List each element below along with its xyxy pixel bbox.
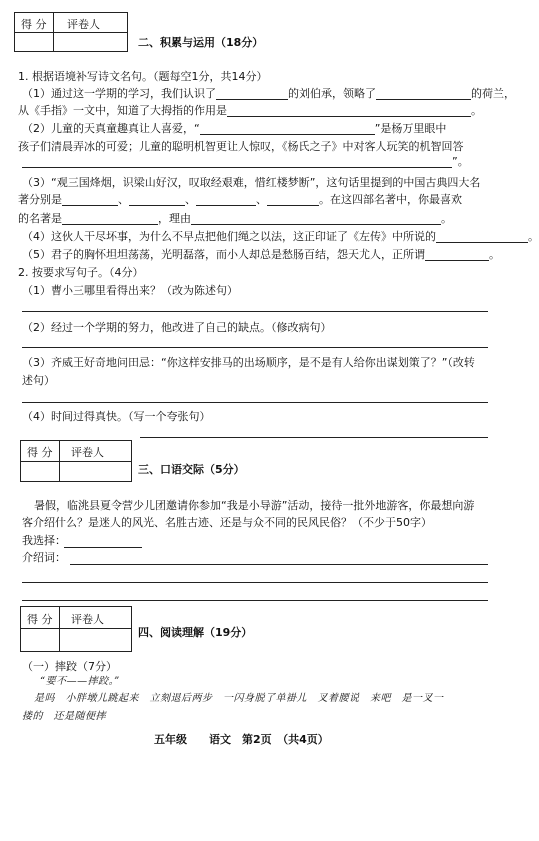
- answer-line[interactable]: [22, 600, 488, 601]
- answer-blank[interactable]: [62, 194, 118, 206]
- question-line: 述句）: [22, 374, 55, 387]
- question-line: 的名著是 ，理由 。: [18, 212, 452, 225]
- answer-blank[interactable]: [227, 105, 471, 117]
- answer-blank[interactable]: [376, 88, 471, 100]
- section-title: 四、阅读理解（19分）: [138, 626, 253, 639]
- passage-line: “要不——摔跤。”: [40, 676, 120, 687]
- score-box: [20, 440, 132, 482]
- question-line: （3）齐威王好奇地问田忌：“你这样安排马的出场顺序，是不是有人给你出谋划策了？”（改转: [22, 356, 475, 369]
- answer-line[interactable]: [22, 402, 488, 403]
- score-box: [20, 606, 132, 652]
- question-line: （1）曹小三哪里看得出来？（改为陈述句）: [22, 284, 238, 297]
- answer-line[interactable]: [70, 564, 488, 565]
- answer-blank[interactable]: [129, 194, 185, 206]
- question-line: （2）经过一个学期的努力，他改进了自己的缺点。（修改病句）: [22, 321, 332, 334]
- grader-label: 评卷人: [71, 613, 104, 626]
- choice-line[interactable]: [64, 547, 142, 548]
- answer-blank[interactable]: [196, 194, 256, 206]
- section-title: 三、口语交际（5分）: [138, 463, 245, 476]
- subsection-title: （一）摔跤（7分）: [22, 660, 117, 673]
- prompt-text: 暑假，临洮县夏令营少儿团邀请你参加“我是小导游”活动，接待一批外地游客，你最想向游: [34, 499, 475, 512]
- passage-line: 是吗 小胖墩儿跳起来 立刻退后两步 一闪身脱了单褂儿 叉着腰说 来吧 是一叉一: [34, 693, 444, 704]
- score-box: [14, 12, 128, 52]
- answer-line[interactable]: [22, 347, 488, 348]
- choose-label: 我选择：: [22, 534, 66, 547]
- section-title: 二、积累与运用（18分）: [138, 36, 264, 49]
- score-label: 得 分: [27, 613, 53, 626]
- question-line: （4）这伙人干尽坏事，为什么不早点把他们绳之以法，这正印证了《左传》中所说的 。: [22, 230, 539, 243]
- question-line: （2）儿童的天真童趣真让人喜爱，“ ”是杨万里眼中: [22, 122, 447, 135]
- grader-label: 评卷人: [71, 446, 104, 459]
- question-line: （3）“观三国烽烟，识梁山好汉，叹取经艰难，惜红楼梦断”，这句话里提到的中国古典四大名: [22, 176, 481, 189]
- closing-quote: ”。: [452, 155, 469, 168]
- question-line: （4）时间过得真快。（写一个夸张句）: [22, 410, 211, 423]
- score-label: 得 分: [21, 18, 47, 31]
- answer-blank[interactable]: [62, 213, 158, 225]
- question-line: 著分别是 、 、 、 。在这四部名著中，你最喜欢: [18, 193, 462, 206]
- question-title: 2. 按要求写句子。（4分）: [18, 266, 144, 279]
- answer-blank[interactable]: [22, 167, 452, 168]
- answer-blank[interactable]: [216, 88, 288, 100]
- question-title: 1. 根据语境补写诗文名句。（题每空1分，共14分）: [18, 70, 268, 83]
- answer-blank[interactable]: [200, 123, 375, 135]
- question-line: 孩子们清晨弄冰的可爱；儿童的聪明机智更让人惊叹，《杨氏之子》中对客人玩笑的机智回答: [18, 140, 464, 153]
- answer-line[interactable]: [140, 437, 488, 438]
- grader-label: 评卷人: [67, 18, 100, 31]
- answer-blank[interactable]: [191, 213, 441, 225]
- prompt-text: 客介绍什么？是迷人的风光、名胜古迹、还是与众不同的民风民俗？（不少于50字）: [22, 516, 432, 529]
- question-line: （1）通过这一学期的学习，我们认识了 的刘伯承，领略了 的荷兰，: [22, 87, 515, 100]
- answer-blank[interactable]: [436, 231, 528, 243]
- answer-blank[interactable]: [425, 249, 489, 261]
- question-line: 从《手指》一文中，知道了大拇指的作用是 。: [18, 104, 482, 117]
- answer-line[interactable]: [22, 582, 488, 583]
- page-footer: 五年级 语文 第2页 （共4页）: [154, 733, 329, 746]
- score-label: 得 分: [27, 446, 53, 459]
- question-line: （5）君子的胸怀坦坦荡荡，光明磊落，而小人却总是愁肠百结，怨天尤人，正所谓 。: [22, 248, 500, 261]
- passage-line: 搂的 还是随便摔: [22, 711, 106, 722]
- answer-blank[interactable]: [267, 194, 319, 206]
- intro-label: 介绍词：: [22, 551, 66, 564]
- answer-line[interactable]: [22, 311, 488, 312]
